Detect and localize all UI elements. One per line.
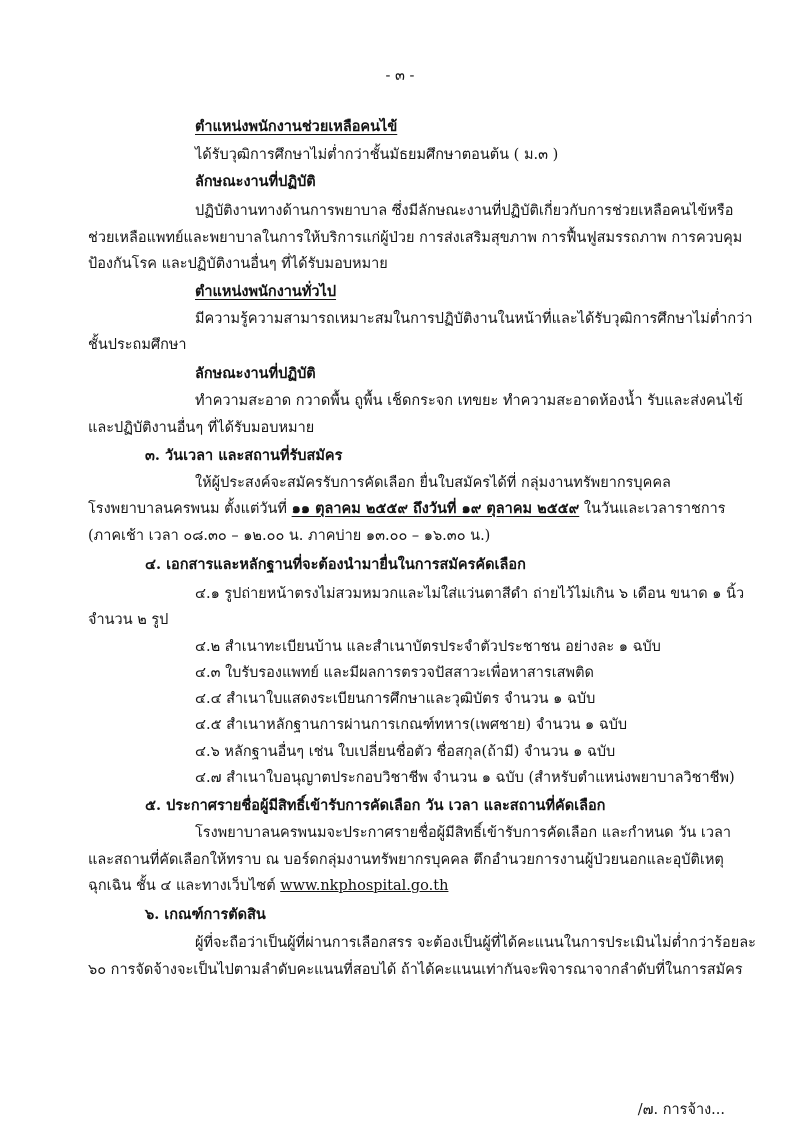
- assistant-duty-line: ป้องกันโรค และปฏิบัติงานอื่นๆ ที่ได้รับมอบหมาย: [88, 256, 388, 272]
- section3-office-hours: (ภาคเช้า เวลา ๐๘.๓๐ – ๑๒.๐๐ น. ภาคบ่าย ๑๓.๐๐ – ๑๖.๓๐ น.): [88, 528, 491, 544]
- assistant-duty-heading: ลักษณะงานที่ปฏิบัติ: [195, 173, 316, 190]
- section4-heading: ๔. เอกสารและหลักฐานที่จะต้องนำมายื่นในการสมัครคัดเลือก: [145, 556, 526, 573]
- general-heading: ตำแหน่งพนักงานทั่วไป: [195, 283, 337, 300]
- page-number: - ๓ -: [385, 68, 415, 84]
- section5-line: โรงพยาบาลนครพนมจะประกาศรายชื่อผู้มีสิทธิ์เข้ารับการคัดเลือก และกำหนด วัน เวลา: [195, 825, 731, 841]
- section5-line: ฉุกเฉิน ชั้น ๔ และทางเว็บไซต์ www.nkphospital.go.th: [88, 878, 449, 894]
- assistant-duty-line: ช่วยเหลือแพทย์และพยาบาลในการให้บริการแก่ผู้ป่วย การส่งเสริมสุขภาพ การฟื้นฟูสมรรถภาพ การควบคุม: [88, 230, 743, 246]
- section5-heading: ๕. ประกาศรายชื่อผู้มีสิทธิ์เข้ารับการคัดเลือก วัน เวลา และสถานที่คัดเลือก: [145, 797, 606, 814]
- website-link[interactable]: www.nkphospital.go.th: [280, 878, 449, 894]
- general-qualification-line: ชั้นประถมศึกษา: [88, 337, 187, 353]
- document-item: ๔.๓ ใบรับรองแพทย์ และมีผลการตรวจปัสสาวะเพื่อหาสารเสพติด: [195, 665, 594, 681]
- general-duty-line: และปฏิบัติงานอื่นๆ ที่ได้รับมอบหมาย: [88, 420, 315, 436]
- section6-line: ผู้ที่จะถือว่าเป็นผู้ที่ผ่านการเลือกสรร จะต้องเป็นผู้ที่ได้คะแนนในการประเมินไม่ต่ำกว่าร้อยละ: [195, 935, 756, 951]
- document-item: ๔.๖ หลักฐานอื่นๆ เช่น ใบเปลี่ยนชื่อตัว ชื่อสกุล(ถ้ามี) จำนวน ๑ ฉบับ: [195, 744, 616, 760]
- assistant-qualification: ได้รับวุฒิการศึกษาไม่ต่ำกว่าชั้นมัธยมศึกษาตอนต้น ( ม.๓ ): [195, 147, 559, 163]
- document-item: ๔.๕ สำเนาหลักฐานการผ่านการเกณฑ์ทหาร(เพศชาย) จำนวน ๑ ฉบับ: [195, 717, 628, 733]
- section6-heading: ๖. เกณฑ์การตัดสิน: [145, 906, 266, 923]
- general-duty-line: ทำความสะอาด กวาดพื้น ถูพื้น เช็ดกระจก เทขยะ ทำความสะอาดห้องน้ำ รับและส่งคนไข้: [195, 393, 743, 409]
- application-dates: ๑๑ ตุลาคม ๒๕๕๙ ถึงวันที่ ๑๙ ตุลาคม ๒๕๕๙: [291, 500, 580, 517]
- section3-line: โรงพยาบาลนครพนม ตั้งแต่วันที่ ๑๑ ตุลาคม ๒๕๕๙ ถึงวันที่ ๑๙ ตุลาคม ๒๕๕๙ ในวันและเวลาราชการ: [88, 500, 726, 517]
- document-item: ๔.๒ สำเนาทะเบียนบ้าน และสำเนาบัตรประจำตัวประชาชน อย่างละ ๑ ฉบับ: [195, 639, 661, 655]
- section6-line: ๖๐ การจัดจ้างจะเป็นไปตามลำดับคะแนนที่สอบได้ ถ้าได้คะแนนเท่ากันจะพิจารณาจากลำดับที่ในการสมัคร: [88, 962, 743, 978]
- general-qualification-line: มีความรู้ความสามารถเหมาะสมในการปฏิบัติงานในหน้าที่และได้รับวุฒิการศึกษาไม่ต่ำกว่า: [195, 311, 753, 327]
- section3-line: ให้ผู้ประสงค์จะสมัครรับการคัดเลือก ยื่นใบสมัครได้ที่ กลุ่มงานทรัพยากรบุคคล: [195, 475, 671, 491]
- document-item: จำนวน ๒ รูป: [88, 612, 169, 628]
- assistant-duty-line: ปฏิบัติงานทางด้านการพยาบาล ซึ่งมีลักษณะงานที่ปฏิบัติเกี่ยวกับการช่วยเหลือคนไข้หรือ: [195, 203, 734, 219]
- section5-line: และสถานที่คัดเลือกให้ทราบ ณ บอร์ดกลุ่มงานทรัพยากรบุคคล ตึกอำนวยการงานผู้ป่วยนอกและอุบัติเหตุ: [88, 852, 724, 868]
- assistant-heading: ตำแหน่งพนักงานช่วยเหลือคนไข้: [195, 118, 398, 135]
- document-item: ๔.๔ สำเนาใบแสดงระเบียนการศึกษาและวุฒิบัตร จำนวน ๑ ฉบับ: [195, 691, 596, 707]
- general-duty-heading: ลักษณะงานที่ปฏิบัติ: [195, 365, 316, 382]
- document-item: ๔.๗ สำเนาใบอนุญาตประกอบวิชาชีพ จำนวน ๑ ฉบับ (สำหรับตำแหน่งพยาบาลวิชาชีพ): [195, 770, 735, 786]
- continuation-footer: /๗. การจ้าง...: [637, 1102, 725, 1118]
- section3-heading: ๓. วันเวลา และสถานที่รับสมัคร: [145, 447, 343, 464]
- document-item: ๔.๑ รูปถ่ายหน้าตรงไม่สวมหมวกและไม่ใส่แว่นตาสีดำ ถ่ายไว้ไม่เกิน ๖ เดือน ขนาด ๑ นิ้ว: [195, 586, 745, 602]
